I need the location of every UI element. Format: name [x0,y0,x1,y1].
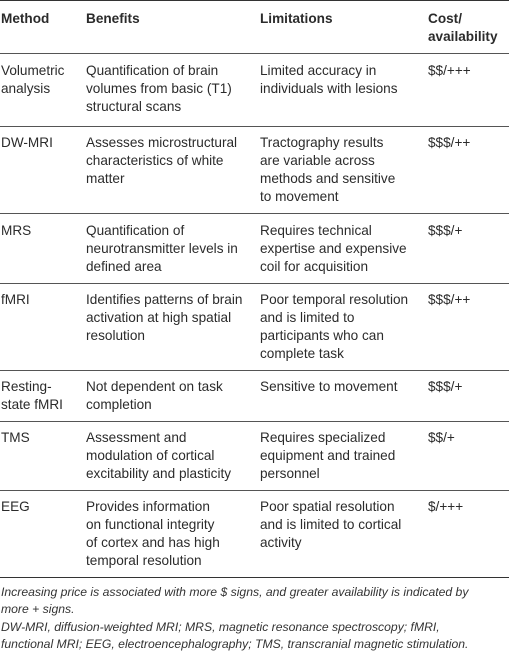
row-rule [0,126,509,127]
benefits-cell: Quantification of [86,223,185,238]
footnote-line: functional MRI; EEG, electroencephalography; TMS, transcranial magnetic stimulation. [1,637,469,651]
header-cost-line1: Cost/ [428,11,462,26]
limitations-cell: participants who can [260,328,384,343]
benefits-cell: characteristics of white [86,153,224,168]
benefits-cell: modulation of cortical [86,448,215,463]
limitations-cell: Tractography results [260,135,384,150]
footnote-line: more + signs. [1,602,75,616]
method-cell: TMS [1,430,30,445]
limitations-cell: Requires technical [260,223,372,238]
cost-cell: $$/+++ [428,63,471,78]
limitations-cell: complete task [260,346,344,361]
bottom-rule [0,577,509,578]
benefits-cell: Provides information [86,499,210,514]
limitations-cell: methods and sensitive [260,171,396,186]
benefits-cell: activation at high spatial [86,310,232,325]
limitations-cell: and is limited to cortical [260,517,402,532]
cost-cell: $$$/+ [428,379,463,394]
benefits-cell: Not dependent on task [86,379,223,394]
method-cell: EEG [1,499,30,514]
limitations-cell: to movement [260,189,339,204]
cost-cell: $$/+ [428,430,455,445]
top-rule [0,0,509,1]
method-cell: analysis [1,81,51,96]
benefits-cell: neurotransmitter levels in [86,241,238,256]
footnote-line: Increasing price is associated with more $ signs, and greater availability is indicated by [1,585,469,599]
header-limitations: Limitations [260,11,333,26]
header-method: Method [1,11,50,26]
benefits-cell: Quantification of brain [86,63,219,78]
cost-cell: $$$/++ [428,292,471,307]
cost-cell: $/+++ [428,499,464,514]
benefits-cell: excitability and plasticity [86,466,232,481]
cost-cell: $$$/+ [428,223,463,238]
limitations-cell: Limited accuracy in [260,63,377,78]
method-cell: Resting- [1,379,52,394]
method-cell: MRS [1,223,32,238]
limitations-cell: Requires specialized [260,430,386,445]
method-cell: Volumetric [1,63,65,78]
limitations-cell: Sensitive to movement [260,379,398,394]
benefits-cell: temporal resolution [86,553,202,568]
benefits-cell: defined area [86,259,162,274]
header-rule [0,53,509,54]
method-cell: DW-MRI [1,135,53,150]
header-benefits: Benefits [86,11,140,26]
benefits-cell: matter [86,171,125,186]
limitations-cell: individuals with lesions [260,81,398,96]
benefits-cell: structural scans [86,99,182,114]
limitations-cell: Poor spatial resolution [260,499,395,514]
row-rule [0,370,509,371]
header-cost-line2: availability [428,29,498,44]
benefits-cell: completion [86,397,152,412]
footnote-line: DW-MRI, diffusion-weighted MRI; MRS, magnetic resonance spectroscopy; fMRI, [1,620,440,634]
limitations-cell: activity [260,535,302,550]
benefits-cell: of cortex and has high [86,535,220,550]
method-cell: state fMRI [1,397,63,412]
row-rule [0,283,509,284]
limitations-cell: Poor temporal resolution [260,292,409,307]
cost-cell: $$$/++ [428,135,471,150]
limitations-cell: personnel [260,466,320,481]
benefits-cell: Identifies patterns of brain [86,292,243,307]
row-rule [0,213,509,214]
limitations-cell: expertise and expensive [260,241,407,256]
limitations-cell: are variable across [260,153,375,168]
limitations-cell: equipment and trained [260,448,396,463]
benefits-cell: on functional integrity [86,517,215,532]
row-rule [0,490,509,491]
benefits-cell: resolution [86,328,145,343]
benefits-cell: volumes from basic (T1) [86,81,232,96]
limitations-cell: and is limited to [260,310,355,325]
limitations-cell: coil for acquisition [260,259,369,274]
benefits-cell: Assesses microstructural [86,135,238,150]
benefits-cell: Assessment and [86,430,187,445]
method-cell: fMRI [1,292,30,307]
row-rule [0,421,509,422]
